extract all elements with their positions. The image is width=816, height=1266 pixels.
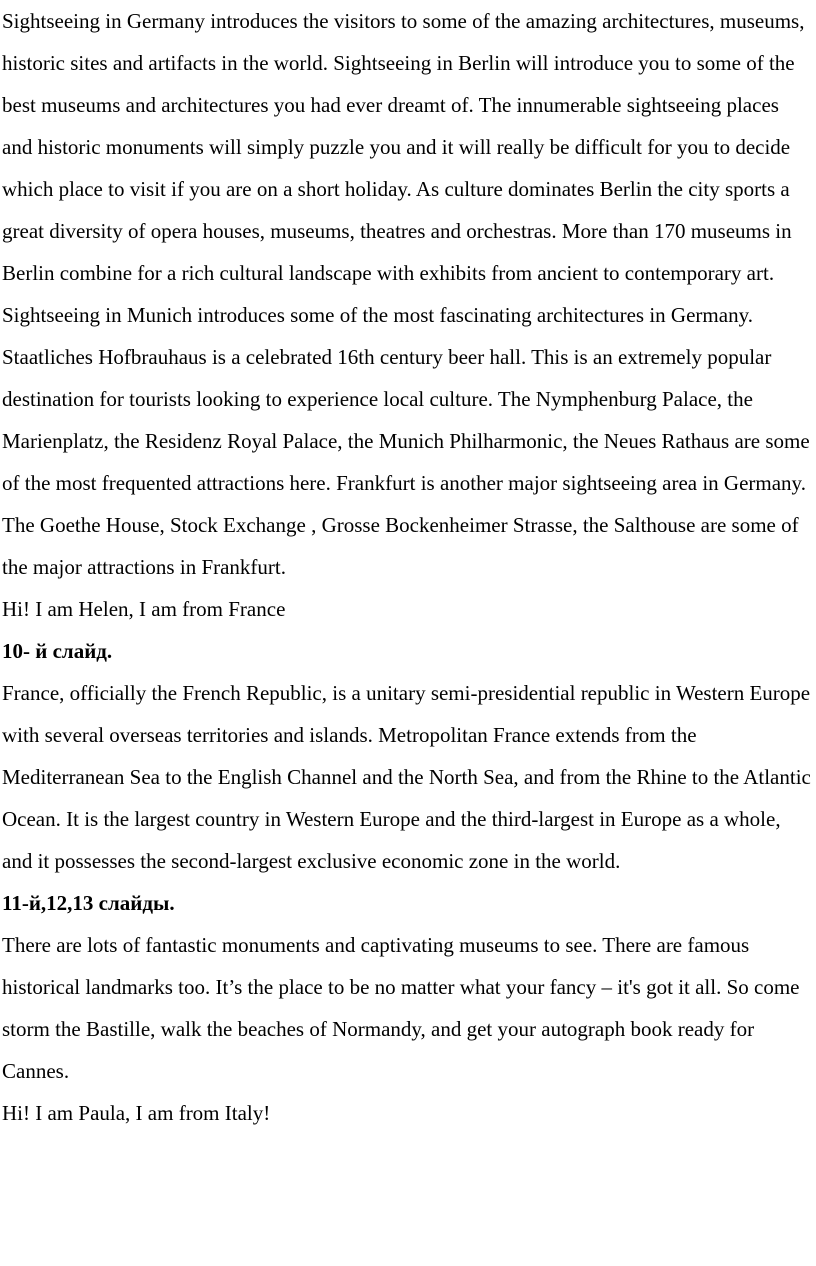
greeting-helen: Hi! I am Helen, I am from France <box>2 597 286 621</box>
paragraph-france-monuments: There are lots of fantastic monuments and captivating museums to see. There are famous historical landmarks too. It’s the place to be no matter what your fancy – it's got it all. So come storm the Bastille, walk the beaches of Normandy, and get your autograph book ready for Cannes. <box>2 933 800 1083</box>
slides-11-13-heading: 11-й,12,13 слайды. <box>2 891 175 915</box>
slide-10-heading: 10- й слайд. <box>2 639 113 663</box>
paragraph-germany-sightseeing: Sightseeing in Germany introduces the visitors to some of the amazing architectures, museums, historic sites and artifacts in the world. Sightseeing in Berlin will introduce you to some of the best museums and architectures you had ever dreamt of. The innumerable sightseeing places and historic monuments will simply puzzle you and it will really be difficult for you to decide which place to visit if you are on a short holiday. As culture dominates Berlin the city sports a great diversity of opera houses, museums, theatres and orchestras. More than 170 museums in Berlin combine for a rich cultural landscape with exhibits from ancient to contemporary art. Sightseeing in Munich introduces some of the most fascinating architectures in Germany. Staatliches Hofbrauhaus is a celebrated 16th century beer hall. This is an extremely popular destination for tourists looking to experience local culture. The Nymphenburg Palace, the Marienplatz, the Residenz Royal Palace, the Munich Philharmonic, the Neues Rathaus are some of the most frequented attractions here. Frankfurt is another major sightseeing area in Germany. The Goethe House, Stock Exchange , Grosse Bockenheimer Strasse, the Salthouse are some of the major attractions in Frankfurt. <box>2 9 810 579</box>
paragraph-france-overview: France, officially the French Republic, is a unitary semi-presidential republic in Western Europe with several overseas territories and islands. Metropolitan France extends from the Mediterranean Sea to the English Channel and the North Sea, and from the Rhine to the Atlantic Ocean. It is the largest country in Western Europe and the third-largest in Europe as a whole, and it possesses the second-largest exclusive economic zone in the world. <box>2 681 811 873</box>
greeting-paula: Hi! I am Paula, I am from Italy! <box>2 1101 271 1125</box>
